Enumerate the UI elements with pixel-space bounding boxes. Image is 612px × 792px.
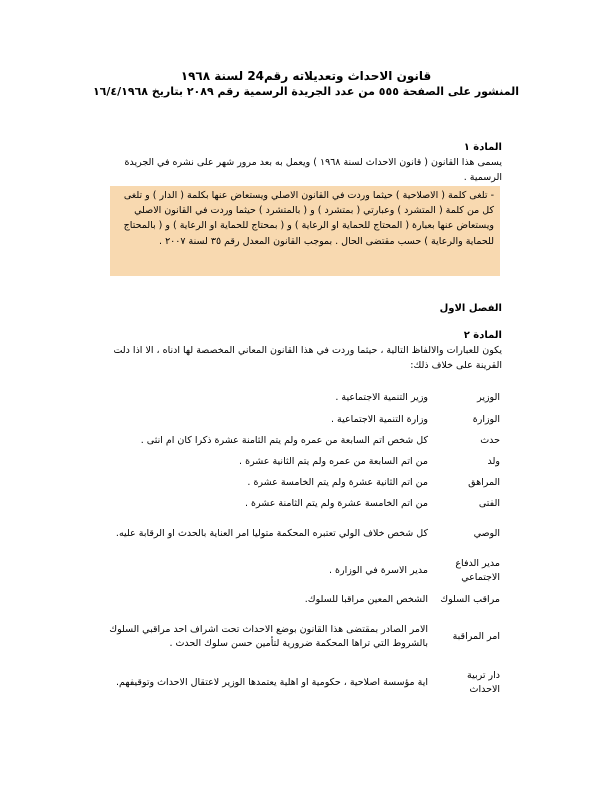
definition-term: المراهق [468,477,500,489]
article-1 [108,141,502,185]
definition-term: حدث [480,435,500,447]
definition-term: مراقب السلوك [440,593,500,605]
definition-term: الفتى [478,498,500,510]
definition-row [108,553,502,589]
article-1-heading: المادة ١ [463,142,502,153]
definition-text: الشخص المعين مراقبا للسلوك. [304,593,428,605]
definition-term: الوصي [473,527,500,539]
definition-row [108,589,502,611]
definition-row [108,611,502,663]
article-2-heading: المادة ٢ [463,330,502,341]
definition-text: مدير الاسرة في الوزارة . [329,564,428,576]
definition-term: الوزير [477,391,500,403]
definition-row [108,386,502,410]
definition-text: اية مؤسسة اصلاحية ، حكومية او اهلية يعتمدها الوزير لاعتقال الاحداث وتوقيفهم. [116,676,428,688]
document-subtitle: المنشور على الصفحة ٥٥٥ من عدد الجريدة الرسمية رقم ٢٠٨٩ بتاريخ ١٦/٤/١٩٦٨ [92,85,520,98]
definitions-table [108,386,502,703]
chapter-1 [108,302,502,316]
definition-row [108,410,502,431]
definition-term: الوزارة [472,414,500,426]
article-2-intro: يكون للعبارات والالفاظ التالية ، حيثما وردت في هذا القانون المعاني المخصصة لها ادناه ، الا اذا دلت القرينة على خلاف ذلك: [113,345,502,371]
definition-text: كل شخص اتم السابعة من عمره ولم يتم الثامنة عشرة ذكرا كان ام انثى . [140,435,428,447]
definition-term: امر المراقبة [452,630,500,642]
definition-text: من اتم الثانية عشرة ولم يتم الخامسة عشرة . [247,477,428,489]
definition-text: وزارة التنمية الاجتماعية . [331,414,428,426]
definition-row [108,494,502,515]
definition-row [108,663,502,703]
definition-row [108,473,502,494]
definition-row [108,431,502,452]
definition-text: وزير التنمية الاجتماعية . [335,391,428,403]
definition-text: كل شخص خلاف الولي تعتبره المحكمة متوليا امر العناية بالحدث او الرقابة عليه. [115,527,428,539]
article-1-text: يسمى هذا القانون ( قانون الاحداث لسنة ١٩٦٨ ) ويعمل به بعد مرور شهر على نشره في الجريدة الرسمية . [124,157,502,183]
document-title: قانون الاحداث وتعديلاته رقم24 لسنة ١٩٦٨ [180,69,432,83]
definition-term: دار تربية الاحداث [467,669,500,695]
definition-term: مدير الدفاع الاجتماعي [455,557,500,583]
definition-term: ولد [487,456,500,468]
definition-text: من اتم السابعة من عمره ولم يتم الثانية عشرة . [239,456,428,468]
definition-row [108,515,502,553]
article-2 [108,329,502,373]
definition-text: الامر الصادر بمقتضى هذا القانون بوضع الاحداث تحت اشراف احد مراقبي السلوك بالشروط التي تراها المحكمة ضرورية لتأمين حسن سلوك الحدث . [109,623,428,649]
chapter-1-heading: الفصل الاول [439,303,502,314]
definition-text: من اتم الخامسة عشرة ولم يتم الثامنة عشرة . [244,498,428,510]
amendment-note: - تلغى كلمة ( الاصلاحية ) حيثما وردت في القانون الاصلي ويستعاض عنها بكلمة ( الدار ) و تلغى كل من كلمة ( المتشرد ) وعبارتي ( بمتشرد ) و ( بالمتشرد ) حيثما وردت في القانون الاصلي ويستعاض عنها بعبارة ( المحتاج للحماية او الرعاية ) و ( بمحتاج للحماية او الرعاية ) و ( بالمحتاج للحماية والرعاية ) حسب مقتضى الحال . بموجب القانون المعدل رقم ٣٥ لسنة ٢٠٠٧ . [110,186,500,276]
definition-row [108,452,502,473]
title-block [60,68,552,100]
